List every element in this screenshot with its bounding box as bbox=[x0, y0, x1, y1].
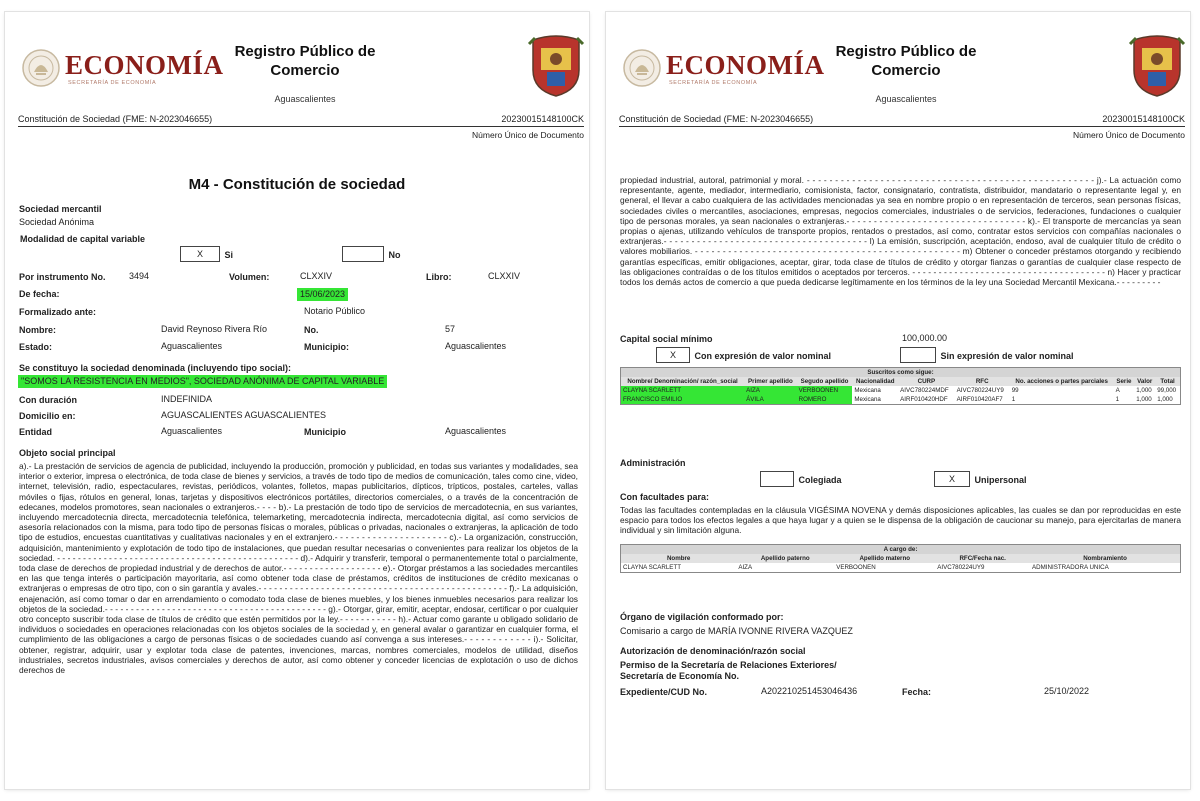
permiso-label: Permiso de la Secretaría de Relaciones Exteriores/ Secretaría de Economía No. bbox=[620, 660, 837, 681]
notario-no-label: No. bbox=[304, 325, 319, 335]
si-label: Si bbox=[224, 250, 233, 260]
modalidad-no-option bbox=[342, 245, 400, 263]
suscritos-cell: AIZA bbox=[744, 386, 796, 395]
state-name: Aguascalientes bbox=[875, 94, 937, 104]
objeto-text: a).- La prestación de servicios de agencia de publicidad, incluyendo la producción, promoción y publicidad, en todas sus variantes y modalidades, sea interior o exterior, impresa o electrónica, de toda clase de bienes y servicios, a través de todo tipo de medios de comunicación, tales como cine, video, internet, televisión, radio, espectaculares, revistas, periódicos, volantes, folletos, mapas publicitarios, dípticos, trípticos, postales, carteles, vallas móviles o fijas, rótulos en general, lonas, tarjetas y dispositivos electrónicos portátiles, directorios comerciales, o a través de la concentración de edecanes, modelos promotores, sean nacionales o extranjeros.- - - - b).- La prestación de todo tipo de servicios de mercadotecnia, en sus variantes, incluyendo mercadotecnia directa, mercadotecnia telefónica, telemarketing, mercadotecnia indirecta, mercadotecnia digital, así como servicios de asesoría relacionados con la misma, para todo tipo de personas físicas o morales, públicas o privadas, nacionales o extranjeras, la aplicación de todo tipo de estudios, encuestas cuantitativas y cualitativas nacionales y en el extranjero.- - - - - - - - - - - - - - - - - - - - - c).- La organización, construcción, adquisición, mantenimiento y explotación de todo tipo de instalaciones, que puedan resultar necesarias o convenientes para realizar los objetos de la sociedad. - - - - - - - - - - - - - - - - - - - - - - - - - - - - - - - - - - - - - - - - - - - - - - - d).- Adquirir y transferir, temporal o permanentemente total o parcialmente, toda clase de derechos de propiedad industrial y de derechos de autor.- - - - - - - - - - - - - - - - - - - e).- Otorgar préstamos a las sociedades mercantiles en las que tenga interés o participación mayoritaria, así como obtener toda clase de préstamos, créditos de instituciones de crédito mexicanas o extranjeras o empresas de otro tipo, con o sin garantía y avales.- - - - - - - - - - - - - - - - - - - - - - - - - - - - - - - - - - - - - - - - - - - - - - - - f).- La adquisición, enajenación, así como tomar o dar en arrendamiento o comodato toda clase de bienes muebles, y los bienes inmuebles necesarios para realizar los objetos de la sociedad.- - - - - - - - - - - - - - - - - - - - - - - - - - - - - - - - - - - - - - - - - - - g).- Otorgar, girar, emitir, aceptar, endosar, certificar o por cualquier otro concepto suscribir toda clase de títulos de crédito que estén permitidos por la ley.- - - - - - - - - - - h).- Actuar como garante u obligado solidario de individuos o sociedades en operaciones relacionadas con los objetos sociales de la sociedad y, en general avalar o garantizar en cualquier forma, el cumplimiento de las obligaciones a cargo de personas físicas o de sociedades cuando así convenga a sus intereses.- - - - - - - - - - - - i).- Solicitar, obtener, registrar, adquirir, usar y explotar toda clase de patentes, invenciones, marcas, nombres comerciales, modelos de utilidad, diseños industriales, secretos industriales, avisos comerciales y derechos de autor, así como obtener y conceder licencias de explotación o uso de dichos derechos de bbox=[19, 461, 578, 676]
expediente-value: A202210251453046436 bbox=[761, 686, 858, 696]
organo-label: Órgano de vigilación conformado por: bbox=[620, 612, 784, 622]
capital-label: Capital social mínimo bbox=[620, 334, 713, 344]
libro-label: Libro: bbox=[426, 272, 452, 282]
duracion-value: INDEFINIDA bbox=[161, 394, 213, 404]
cargo-table-wrap bbox=[620, 544, 1181, 573]
fecha-cud-label: Fecha: bbox=[902, 687, 932, 697]
aguascalientes-crest-icon bbox=[1128, 34, 1186, 98]
municipio-label: Municipio: bbox=[304, 342, 349, 352]
suscritos-cell: AIVC780224UY9 bbox=[956, 387, 1004, 394]
document-number-caption: Número Único de Documento bbox=[1073, 130, 1185, 140]
capital-value: 100,000.00 bbox=[902, 333, 948, 343]
organo-value: Comisario a cargo de MARÍA IVONNE RIVERA VAZQUEZ bbox=[620, 626, 853, 636]
modalidad-label: Modalidad de capital variable bbox=[20, 234, 146, 244]
suscritos-cell: AIRF010420AF7 bbox=[956, 396, 1003, 403]
cargo-title: A cargo de: bbox=[621, 545, 1181, 555]
sociedad-label: Sociedad mercantil bbox=[19, 204, 102, 214]
instrumento-label: Por instrumento No. bbox=[19, 272, 106, 282]
suscritos-header-col-4: CURP bbox=[898, 377, 955, 386]
unipersonal-checkbox: X bbox=[934, 471, 970, 487]
suscritos-cell: AIRF010420HDF bbox=[900, 396, 948, 403]
cargo-cell: VERBOONEN bbox=[836, 564, 876, 571]
suscritos-cell: 99,000 bbox=[1157, 387, 1177, 394]
page-title: Registro Público de Comercio bbox=[835, 43, 977, 79]
con-valor-label: Con expresión de valor nominal bbox=[694, 351, 831, 361]
fecha-cud-value: 25/10/2022 bbox=[1044, 686, 1090, 696]
cargo-table bbox=[620, 544, 1181, 573]
libro-value: CLXXIV bbox=[488, 271, 521, 281]
suscritos-header-col-3: Nacionalidad bbox=[852, 377, 898, 386]
fecha-label: De fecha: bbox=[19, 289, 60, 299]
economia-logo bbox=[21, 48, 224, 92]
volumen-label: Volumen: bbox=[229, 272, 270, 282]
autorizacion-label: Autorización de denominación/razón social bbox=[620, 646, 806, 656]
filing-reference: Constitución de Sociedad (FME: N-2023046655) bbox=[18, 114, 213, 124]
logo-wordmark: ECONOMÍA bbox=[666, 50, 825, 80]
state-name: Aguascalientes bbox=[274, 94, 336, 104]
suscritos-cell: 1 bbox=[1115, 396, 1120, 403]
cargo-header-col-4: Nombramiento bbox=[1030, 554, 1180, 563]
formalizado-label: Formalizado ante: bbox=[19, 307, 97, 317]
unipersonal-option bbox=[934, 470, 1026, 488]
company-name: "SOMOS LA RESISTENCIA EN MEDIOS", SOCIEDAD ANÓNIMA DE CAPITAL VARIABLE bbox=[18, 375, 387, 388]
colegiada-option bbox=[760, 470, 841, 488]
suscritos-header-col-2: Segudo apellido bbox=[797, 377, 853, 386]
suscritos-row bbox=[621, 386, 1181, 395]
volumen-value: CLXXIV bbox=[300, 271, 333, 281]
suscritos-body bbox=[621, 386, 1181, 405]
page-title: Registro Público de Comercio bbox=[234, 43, 376, 79]
logo-subtitle: SECRETARÍA DE ECONOMÍA bbox=[68, 80, 157, 86]
valor-nominal-option bbox=[656, 346, 831, 364]
entidad-label: Entidad bbox=[19, 427, 52, 437]
cargo-header-row bbox=[621, 554, 1181, 563]
suscritos-header-col-1: Primer apellido bbox=[744, 377, 796, 386]
suscritos-header-col-5: RFC bbox=[955, 377, 1010, 386]
colegiada-label: Colegiada bbox=[798, 475, 842, 485]
suscritos-table-wrap bbox=[620, 367, 1181, 405]
document-number: 20230015148100CK bbox=[501, 114, 584, 124]
document-page-1 bbox=[5, 12, 589, 789]
unipersonal-label: Unipersonal bbox=[974, 475, 1027, 485]
cargo-header-col-3: RFC/Fecha nac. bbox=[935, 554, 1030, 563]
suscritos-header-col-7: Serie bbox=[1114, 377, 1135, 386]
suscritos-header-col-8: Valor bbox=[1134, 377, 1155, 386]
logo-subtitle: SECRETARÍA DE ECONOMÍA bbox=[669, 80, 758, 86]
estado-label: Estado: bbox=[19, 342, 53, 352]
document-number-caption: Número Único de Documento bbox=[472, 130, 584, 140]
fecha-value: 15/06/2023 bbox=[297, 288, 348, 301]
entidad-value: Aguascalientes bbox=[161, 426, 223, 436]
cargo-cell: CLAYNA SCARLETT bbox=[623, 564, 681, 571]
no-label: No bbox=[388, 250, 401, 260]
colegiada-checkbox bbox=[760, 471, 794, 487]
instrumento-value: 3494 bbox=[129, 271, 150, 281]
si-checkbox: X bbox=[180, 246, 220, 262]
mexico-seal-icon bbox=[622, 48, 662, 88]
suscritos-header-row bbox=[621, 377, 1181, 386]
estado-value: Aguascalientes bbox=[161, 341, 223, 351]
sin-valor-checkbox bbox=[900, 347, 936, 363]
suscritos-cell: 1 bbox=[1011, 396, 1016, 403]
suscritos-cell: 1,000 bbox=[1136, 396, 1152, 403]
con-valor-checkbox: X bbox=[656, 347, 690, 363]
formalizado-value: Notario Público bbox=[304, 306, 366, 316]
suscritos-header-col-9: Total bbox=[1155, 377, 1180, 386]
document-number: 20230015148100CK bbox=[1102, 114, 1185, 124]
expediente-label: Expediente/CUD No. bbox=[620, 687, 708, 697]
cargo-cell: AIVC780224UY9 bbox=[937, 564, 985, 571]
sociedad-value: Sociedad Anónima bbox=[19, 217, 95, 227]
facultades-label: Con facultades para: bbox=[620, 492, 710, 502]
facultades-text: Todas las facultades contempladas en la cláusula VIGÉSIMA NOVENA y demás disposiciones aplicables, las cuales se dan por reproducidas en este espacio para todos los efectos legales a que haya lugar y a quien se le dispensa de la obligación de caucionar su manejo, para ejercitarlas de manera individual y sin limitación alguna. bbox=[620, 505, 1181, 536]
suscritos-row bbox=[621, 395, 1181, 405]
cargo-row bbox=[621, 563, 1181, 573]
economia-logo bbox=[622, 48, 825, 92]
domicilio-label: Domicilio en: bbox=[19, 411, 76, 421]
cargo-header-col-0: Nombre bbox=[621, 554, 737, 563]
suscritos-header-col-0: Nombre/ Denominación/ razón_social bbox=[621, 377, 745, 386]
nombre-value: David Reynoso Rivera Río bbox=[161, 324, 268, 334]
suscritos-cell: 99 bbox=[1011, 387, 1019, 394]
nombre-label: Nombre: bbox=[19, 325, 57, 335]
cargo-header-col-1: Apellido paterno bbox=[736, 554, 834, 563]
sin-valor-option bbox=[900, 346, 1074, 364]
document-page-2 bbox=[606, 12, 1190, 789]
municipio2-value: Aguascalientes bbox=[445, 426, 507, 436]
modalidad-si-option bbox=[180, 245, 233, 263]
suscritos-cell: Mexicana bbox=[854, 396, 881, 403]
suscritos-cell: FRANCISCO EMILIO bbox=[621, 395, 745, 405]
suscritos-cell: AIVC780224MDF bbox=[900, 387, 949, 394]
mexico-seal-icon bbox=[21, 48, 61, 88]
filing-reference: Constitución de Sociedad (FME: N-2023046655) bbox=[619, 114, 814, 124]
cargo-cell: AIZA bbox=[738, 564, 753, 571]
cargo-body bbox=[621, 563, 1181, 573]
suscritos-cell: ÁVILA bbox=[744, 395, 796, 405]
reference-row bbox=[619, 112, 1185, 127]
municipio-value: Aguascalientes bbox=[445, 341, 507, 351]
suscritos-cell: CLAYNA SCARLETT bbox=[621, 386, 745, 395]
domicilio-value: AGUASCALIENTES AGUASCALIENTES bbox=[161, 410, 327, 420]
aguascalientes-crest-icon bbox=[527, 34, 585, 98]
suscritos-cell: A bbox=[1115, 387, 1120, 394]
no-checkbox bbox=[342, 246, 384, 262]
suscritos-table bbox=[620, 367, 1181, 405]
duracion-label: Con duración bbox=[19, 395, 77, 405]
cargo-cell: ADMINISTRADORA UNICA bbox=[1032, 564, 1109, 571]
denominada-label: Se constituyo la sociedad denominada (incluyendo tipo social): bbox=[19, 363, 292, 373]
admin-label: Administración bbox=[620, 458, 686, 468]
suscritos-cell: ROMERO bbox=[797, 395, 853, 405]
form-title: M4 - Constitución de sociedad bbox=[188, 176, 406, 193]
suscritos-title: Suscritos como sigue: bbox=[621, 368, 1181, 378]
suscritos-cell: 1,000 bbox=[1157, 396, 1173, 403]
suscritos-header-col-6: No. acciones o partes parciales bbox=[1010, 377, 1114, 386]
cargo-header-col-2: Apellido materno bbox=[834, 554, 935, 563]
sin-valor-label: Sin expresión de valor nominal bbox=[940, 351, 1074, 361]
reference-row bbox=[18, 112, 584, 127]
logo-wordmark: ECONOMÍA bbox=[65, 50, 224, 80]
suscritos-cell: Mexicana bbox=[854, 387, 881, 394]
suscritos-cell: VERBOONEN bbox=[797, 386, 853, 395]
objeto-label: Objeto social principal bbox=[19, 448, 116, 458]
suscritos-cell: 1,000 bbox=[1136, 387, 1152, 394]
notario-no-value: 57 bbox=[445, 324, 456, 334]
municipio2-label: Municipio bbox=[304, 427, 346, 437]
objeto-continuation: propiedad industrial, autoral, patrimonial y moral. - - - - - - - - - - - - - - - - - - - - - - - - - - - - - - - - - - - - - - - - - - - - - - - - - - - j).- La actuación como representante, agente, mediador, intermediario, comisionista, factor, consignatario, contratista, distribuidor, mandatario o representante legal y, en general, el llevar a cabo cualquiera de las actividades mencionadas ya sea en nombre propio o en representación de terceros, sean personas físicas, sociedades civiles o mercantiles, asociaciones, empresas, negocios comerciales, industriales o de servicios, federaciones, fundaciones o cualquier tipo de personas morales, ya sean nacionales o extranjeras.- - - - - - - - - - - - - - - - - - - - - - - - - - - - - - - - - k).- El transporte de mercancías ya sean propias o ajenas, utilizando vehículos de transporte propios, rentados o prestados, así como, contratar estos servicios con compañías nacionales o extranjeras.- - - - - - - - - - - - - - - - - - - - - - - - - - - - - - - - - - - - - l) La emisión, suscripción, aceptación, endoso, aval de cualquier título de crédito o valores mobiliarios. - - - - - - - - - - - - - - - - - - - - - - - - - - - - - - - - - - - - - - - - - - - - - - - - m) Obtener o conceder préstamos otorgando y recibiendo garantías específicas, emitir obligaciones, aceptar, girar, toda clase de títulos de crédito y otorgar fianzas o garantías de cualquier clase respecto de las obligaciones contraídas o de los títulos emitidos o aceptados por terceros. - - - - - - - - - - - - - - - - - - - - - - - - - - - - - - - - - - - - - n) Hacer y practicar todos los demás actos de comercio a que pueda dedicarse legítimamente en los términos de la ley una Sociedad Mercantil Mexicana.- - - - - - - - - bbox=[620, 175, 1181, 288]
